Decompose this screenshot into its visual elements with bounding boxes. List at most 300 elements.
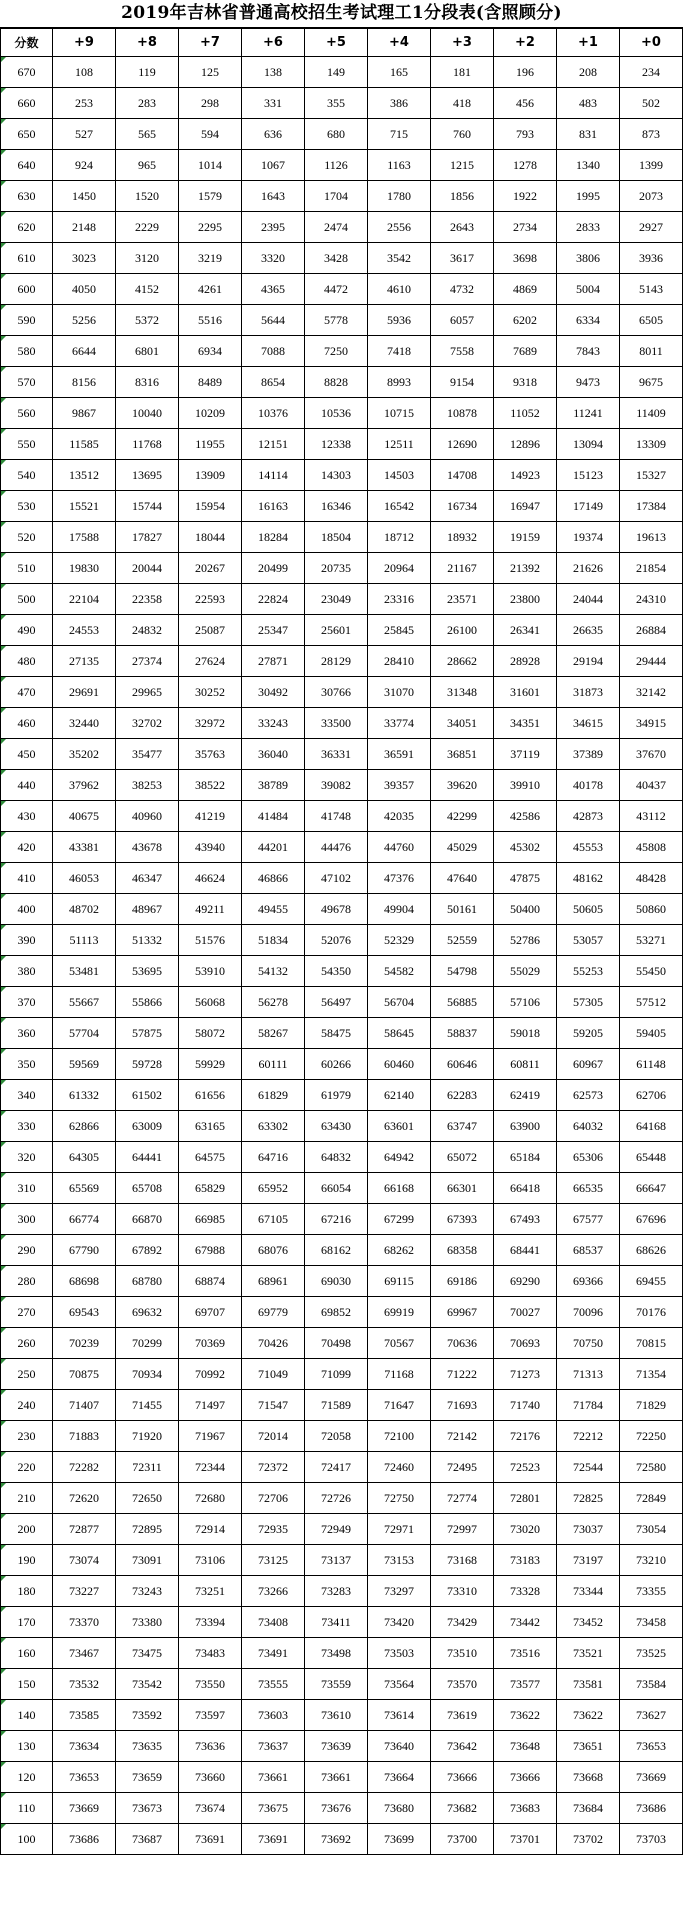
count-cell: 63900 [494,1111,557,1142]
table-row [1,739,683,770]
table-row [1,1235,683,1266]
count-cell: 73603 [242,1700,305,1731]
score-cell: 160 [1,1638,53,1669]
count-cell: 63009 [116,1111,179,1142]
count-cell: 1163 [368,150,431,181]
count-cell: 42035 [368,801,431,832]
count-cell: 11241 [557,398,620,429]
count-cell: 44476 [305,832,368,863]
count-cell: 73251 [179,1576,242,1607]
table-row [1,1731,683,1762]
count-cell: 22358 [116,584,179,615]
table-row [1,1452,683,1483]
count-cell: 73673 [116,1793,179,1824]
header-row [1,29,683,57]
count-cell: 13695 [116,460,179,491]
count-cell: 6934 [179,336,242,367]
count-cell: 72949 [305,1514,368,1545]
count-cell: 125 [179,57,242,88]
count-cell: 46624 [179,863,242,894]
count-cell: 7088 [242,336,305,367]
count-cell: 386 [368,88,431,119]
count-cell: 43381 [53,832,116,863]
score-cell: 320 [1,1142,53,1173]
count-cell: 73668 [557,1762,620,1793]
count-cell: 7843 [557,336,620,367]
count-cell: 37962 [53,770,116,801]
count-cell: 7689 [494,336,557,367]
count-cell: 680 [305,119,368,150]
count-cell: 28410 [368,646,431,677]
count-cell: 73467 [53,1638,116,1669]
count-cell: 54798 [431,956,494,987]
count-cell: 8828 [305,367,368,398]
count-cell: 565 [116,119,179,150]
count-cell: 73666 [494,1762,557,1793]
count-cell: 73692 [305,1824,368,1855]
count-cell: 33243 [242,708,305,739]
count-cell: 67988 [179,1235,242,1266]
count-cell: 8011 [620,336,683,367]
count-cell: 15954 [179,491,242,522]
count-cell: 73153 [368,1545,431,1576]
count-cell: 2295 [179,212,242,243]
count-cell: 31348 [431,677,494,708]
table-row [1,1018,683,1049]
count-cell: 65072 [431,1142,494,1173]
count-cell: 71497 [179,1390,242,1421]
count-cell: 62866 [53,1111,116,1142]
score-cell: 270 [1,1297,53,1328]
score-cell: 180 [1,1576,53,1607]
count-cell: 6057 [431,305,494,336]
column-header-score: 分数 [1,29,53,57]
count-cell: 13309 [620,429,683,460]
count-cell: 58267 [242,1018,305,1049]
count-cell: 19613 [620,522,683,553]
count-cell: 2643 [431,212,494,243]
count-cell: 71784 [557,1390,620,1421]
count-cell: 4610 [368,274,431,305]
count-cell: 31070 [368,677,431,708]
count-cell: 61502 [116,1080,179,1111]
table-row [1,522,683,553]
count-cell: 73669 [53,1793,116,1824]
count-cell: 47875 [494,863,557,894]
count-cell: 25347 [242,615,305,646]
table-row [1,1390,683,1421]
count-cell: 26341 [494,615,557,646]
count-cell: 12690 [431,429,494,460]
count-cell: 5004 [557,274,620,305]
count-cell: 72680 [179,1483,242,1514]
count-cell: 73106 [179,1545,242,1576]
count-cell: 44201 [242,832,305,863]
count-cell: 34351 [494,708,557,739]
count-cell: 69852 [305,1297,368,1328]
count-cell: 73297 [368,1576,431,1607]
count-cell: 71829 [620,1390,683,1421]
count-cell: 73542 [116,1669,179,1700]
count-cell: 60646 [431,1049,494,1080]
count-cell: 62573 [557,1080,620,1111]
count-cell: 73659 [116,1762,179,1793]
count-cell: 18712 [368,522,431,553]
count-cell: 63601 [368,1111,431,1142]
count-cell: 73700 [431,1824,494,1855]
count-cell: 66985 [179,1204,242,1235]
count-cell: 66774 [53,1204,116,1235]
count-cell: 70875 [53,1359,116,1390]
count-cell: 73686 [53,1824,116,1855]
column-header-plus7: +7 [179,29,242,57]
count-cell: 73491 [242,1638,305,1669]
count-cell: 72774 [431,1483,494,1514]
score-cell: 620 [1,212,53,243]
count-cell: 72523 [494,1452,557,1483]
count-cell: 68626 [620,1235,683,1266]
count-cell: 52329 [368,925,431,956]
count-cell: 53481 [53,956,116,987]
score-cell: 520 [1,522,53,553]
count-cell: 36591 [368,739,431,770]
count-cell: 72250 [620,1421,683,1452]
count-cell: 37389 [557,739,620,770]
count-cell: 4472 [305,274,368,305]
count-cell: 72176 [494,1421,557,1452]
count-cell: 57512 [620,987,683,1018]
count-cell: 53695 [116,956,179,987]
count-cell: 73183 [494,1545,557,1576]
count-cell: 7558 [431,336,494,367]
count-cell: 28662 [431,646,494,677]
count-cell: 73532 [53,1669,116,1700]
count-cell: 27135 [53,646,116,677]
count-cell: 73640 [368,1731,431,1762]
count-cell: 45302 [494,832,557,863]
count-cell: 456 [494,88,557,119]
count-cell: 73675 [242,1793,305,1824]
count-cell: 72058 [305,1421,368,1452]
count-cell: 8654 [242,367,305,398]
count-cell: 24553 [53,615,116,646]
count-cell: 36040 [242,739,305,770]
column-header-plus3: +3 [431,29,494,57]
count-cell: 594 [179,119,242,150]
score-cell: 380 [1,956,53,987]
count-cell: 73691 [179,1824,242,1855]
score-cell: 110 [1,1793,53,1824]
count-cell: 43112 [620,801,683,832]
count-cell: 873 [620,119,683,150]
count-cell: 73622 [494,1700,557,1731]
count-cell: 64032 [557,1111,620,1142]
count-cell: 26884 [620,615,683,646]
count-cell: 2734 [494,212,557,243]
table-row [1,1483,683,1514]
count-cell: 73683 [494,1793,557,1824]
table-row [1,1576,683,1607]
count-cell: 70815 [620,1328,683,1359]
count-cell: 3542 [368,243,431,274]
count-cell: 51113 [53,925,116,956]
count-cell: 69115 [368,1266,431,1297]
score-cell: 200 [1,1514,53,1545]
count-cell: 73458 [620,1607,683,1638]
score-cell: 540 [1,460,53,491]
score-cell: 660 [1,88,53,119]
count-cell: 55029 [494,956,557,987]
score-cell: 240 [1,1390,53,1421]
score-cell: 230 [1,1421,53,1452]
count-cell: 40437 [620,770,683,801]
count-cell: 29194 [557,646,620,677]
count-cell: 73622 [557,1700,620,1731]
count-cell: 17384 [620,491,683,522]
score-cell: 490 [1,615,53,646]
count-cell: 73636 [179,1731,242,1762]
count-cell: 15521 [53,491,116,522]
count-cell: 72100 [368,1421,431,1452]
count-cell: 59728 [116,1049,179,1080]
score-cell: 570 [1,367,53,398]
count-cell: 50860 [620,894,683,925]
count-cell: 73452 [557,1607,620,1638]
count-cell: 71740 [494,1390,557,1421]
count-cell: 21854 [620,553,683,584]
count-cell: 73703 [620,1824,683,1855]
count-cell: 71883 [53,1421,116,1452]
count-cell: 2229 [116,212,179,243]
count-cell: 58645 [368,1018,431,1049]
count-cell: 13512 [53,460,116,491]
count-cell: 283 [116,88,179,119]
count-cell: 16947 [494,491,557,522]
score-cell: 480 [1,646,53,677]
score-cell: 330 [1,1111,53,1142]
count-cell: 22593 [179,584,242,615]
count-cell: 64168 [620,1111,683,1142]
count-cell: 9867 [53,398,116,429]
count-cell: 6801 [116,336,179,367]
count-cell: 23049 [305,584,368,615]
count-cell: 6644 [53,336,116,367]
count-cell: 72750 [368,1483,431,1514]
count-cell: 57305 [557,987,620,1018]
count-cell: 72417 [305,1452,368,1483]
score-cell: 350 [1,1049,53,1080]
count-cell: 70239 [53,1328,116,1359]
table-row [1,460,683,491]
score-cell: 360 [1,1018,53,1049]
count-cell: 60967 [557,1049,620,1080]
count-cell: 2073 [620,181,683,212]
count-cell: 67299 [368,1204,431,1235]
count-cell: 1780 [368,181,431,212]
count-cell: 234 [620,57,683,88]
table-row [1,429,683,460]
count-cell: 73639 [305,1731,368,1762]
count-cell: 33774 [368,708,431,739]
count-cell: 19374 [557,522,620,553]
count-cell: 73266 [242,1576,305,1607]
count-cell: 73420 [368,1607,431,1638]
count-cell: 298 [179,88,242,119]
column-header-plus6: +6 [242,29,305,57]
count-cell: 72849 [620,1483,683,1514]
count-cell: 10376 [242,398,305,429]
score-cell: 580 [1,336,53,367]
count-cell: 11768 [116,429,179,460]
count-cell: 46347 [116,863,179,894]
count-cell: 20499 [242,553,305,584]
count-cell: 40178 [557,770,620,801]
count-cell: 69030 [305,1266,368,1297]
count-cell: 70934 [116,1359,179,1390]
count-cell: 35477 [116,739,179,770]
count-cell: 32142 [620,677,683,708]
count-cell: 71455 [116,1390,179,1421]
table-row [1,398,683,429]
table-row [1,1638,683,1669]
count-cell: 69919 [368,1297,431,1328]
count-cell: 70369 [179,1328,242,1359]
count-cell: 73680 [368,1793,431,1824]
count-cell: 46866 [242,863,305,894]
count-cell: 25601 [305,615,368,646]
count-cell: 73699 [368,1824,431,1855]
count-cell: 70426 [242,1328,305,1359]
count-cell: 72142 [431,1421,494,1452]
table-row [1,894,683,925]
count-cell: 22824 [242,584,305,615]
count-cell: 68076 [242,1235,305,1266]
count-cell: 7418 [368,336,431,367]
count-cell: 23316 [368,584,431,615]
count-cell: 32440 [53,708,116,739]
count-cell: 73020 [494,1514,557,1545]
count-cell: 52786 [494,925,557,956]
table-row [1,1514,683,1545]
count-cell: 73661 [242,1762,305,1793]
count-cell: 64305 [53,1142,116,1173]
count-cell: 67493 [494,1204,557,1235]
count-cell: 196 [494,57,557,88]
count-cell: 26100 [431,615,494,646]
count-cell: 47102 [305,863,368,894]
count-cell: 63747 [431,1111,494,1142]
count-cell: 68698 [53,1266,116,1297]
count-cell: 59569 [53,1049,116,1080]
count-cell: 66054 [305,1173,368,1204]
count-cell: 72620 [53,1483,116,1514]
count-cell: 3936 [620,243,683,274]
score-cell: 560 [1,398,53,429]
count-cell: 64716 [242,1142,305,1173]
count-cell: 73125 [242,1545,305,1576]
table-row [1,1142,683,1173]
count-cell: 42873 [557,801,620,832]
count-cell: 43940 [179,832,242,863]
count-cell: 69455 [620,1266,683,1297]
count-cell: 760 [431,119,494,150]
count-cell: 73054 [620,1514,683,1545]
count-cell: 72935 [242,1514,305,1545]
count-cell: 73394 [179,1607,242,1638]
count-cell: 2395 [242,212,305,243]
count-cell: 25845 [368,615,431,646]
table-row [1,243,683,274]
count-cell: 61979 [305,1080,368,1111]
count-cell: 20044 [116,553,179,584]
table-row [1,1793,683,1824]
count-cell: 1995 [557,181,620,212]
count-cell: 73585 [53,1700,116,1731]
count-cell: 73516 [494,1638,557,1669]
count-cell: 55866 [116,987,179,1018]
score-cell: 400 [1,894,53,925]
count-cell: 71647 [368,1390,431,1421]
count-cell: 72914 [179,1514,242,1545]
count-cell: 2556 [368,212,431,243]
count-cell: 45029 [431,832,494,863]
count-cell: 9318 [494,367,557,398]
count-cell: 66647 [620,1173,683,1204]
count-cell: 69967 [431,1297,494,1328]
count-cell: 56278 [242,987,305,1018]
count-cell: 41484 [242,801,305,832]
count-cell: 165 [368,57,431,88]
score-cell: 600 [1,274,53,305]
score-cell: 250 [1,1359,53,1390]
count-cell: 66535 [557,1173,620,1204]
count-cell: 59205 [557,1018,620,1049]
count-cell: 10040 [116,398,179,429]
count-cell: 1399 [620,150,683,181]
page-title: 2019年吉林省普通高校招生考试理工1分段表(含照顾分) [0,0,683,28]
count-cell: 73664 [368,1762,431,1793]
count-cell: 73637 [242,1731,305,1762]
count-cell: 35763 [179,739,242,770]
count-cell: 37119 [494,739,557,770]
count-cell: 65829 [179,1173,242,1204]
table-row [1,274,683,305]
column-header-plus1: +1 [557,29,620,57]
count-cell: 12338 [305,429,368,460]
count-cell: 8489 [179,367,242,398]
count-cell: 70693 [494,1328,557,1359]
table-row [1,1266,683,1297]
count-cell: 14114 [242,460,305,491]
count-cell: 34051 [431,708,494,739]
count-cell: 11409 [620,398,683,429]
count-cell: 39357 [368,770,431,801]
count-cell: 72580 [620,1452,683,1483]
score-cell: 410 [1,863,53,894]
score-cell: 440 [1,770,53,801]
count-cell: 73243 [116,1576,179,1607]
count-cell: 69707 [179,1297,242,1328]
table-row [1,677,683,708]
count-cell: 71313 [557,1359,620,1390]
count-cell: 67696 [620,1204,683,1235]
count-cell: 28129 [305,646,368,677]
count-cell: 61332 [53,1080,116,1111]
count-cell: 73661 [305,1762,368,1793]
count-cell: 17588 [53,522,116,553]
count-cell: 45808 [620,832,683,863]
count-cell: 1579 [179,181,242,212]
